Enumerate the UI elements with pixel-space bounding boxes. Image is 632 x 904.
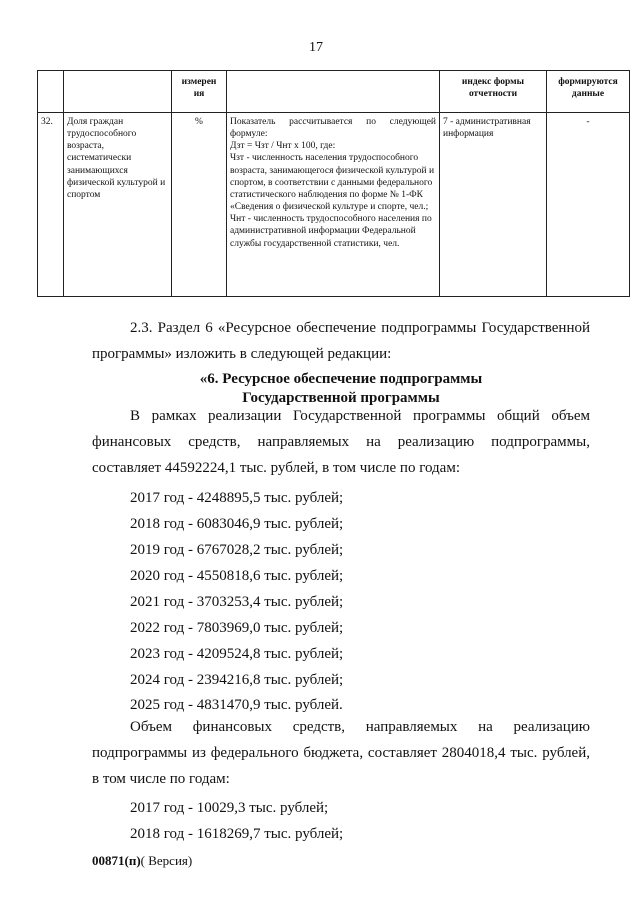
header-method [227,71,440,113]
year-line: 2022 год - 7803969,0 тыс. рублей; [130,620,344,636]
year-line: 2025 год - 4831470,9 тыс. рублей. [130,697,343,713]
header-num [38,71,64,113]
year-line: 2023 год - 4209524,8 тыс. рублей; [130,646,344,662]
paragraph-total-text: В рамках реализации Государственной программы общий объем финансовых средств, направляемых на реализацию подпрограммы, составляет 44592224,1 тыс. рублей, в том числе по годам: [92,408,590,476]
paragraph-federal [92,714,590,792]
year-line: 2017 год - 4248895,5 тыс. рублей; [130,490,344,506]
header-unit [172,71,227,113]
section-heading-line2: Государственной программы [242,390,440,406]
footer-version: ( Версия) [140,853,193,868]
year-line: 2021 год - 3703253,4 тыс. рублей; [130,594,344,610]
header-data: формируются данные [547,71,630,113]
page-number: 17 [309,40,323,55]
section-heading-line1: «6. Ресурсное обеспечение подпрограммы [199,371,483,387]
footer-code [92,853,192,869]
section-intro-text: 2.3. Раздел 6 «Ресурсное обеспечение подпрограммы Государственной программы» изложить в следующей редакции: [92,320,590,362]
year-line: 2024 год - 2394216,8 тыс. рублей; [130,672,344,688]
paragraph-total [92,403,590,481]
header-name [64,71,172,113]
method-formula: Дзт = Чзт / Чнт х 100, где: [230,141,336,152]
cell-data: - [547,113,630,297]
year-line: 2018 год - 6083046,9 тыс. рублей; [130,516,344,532]
indicator-table [37,70,630,297]
cell-name: Доля граждан трудоспособного возраста, систематически занимающихся физической культурой и спортом [64,113,172,297]
cell-form: 7 - административная информация [440,113,547,297]
cell-method [227,113,440,297]
method-definition-2: Чнт - численность трудоспособного населения по административной информации Федеральной службы государственной статистики, чел. [230,214,432,249]
method-intro: Показатель рассчитывается по следующей формуле: [230,117,436,140]
year-line: 2018 год - 1618269,7 тыс. рублей; [130,826,344,842]
paragraph-federal-text: Объем финансовых средств, направляемых на реализацию подпрограммы из федерального бюджета, составляет 2804018,4 тыс. рублей, в том числе по годам: [92,719,590,787]
header-unit-text: измерен ия [181,77,217,100]
section-intro [92,315,590,367]
cell-unit: % [172,113,227,297]
year-line: 2020 год - 4550818,6 тыс. рублей; [130,568,344,584]
header-form: индекс формы отчетности [440,71,547,113]
year-line: 2019 год - 6767028,2 тыс. рублей; [130,542,344,558]
footer-code-text: 00871(п) [92,853,141,868]
method-definition-1: Чзт - численность населения трудоспособного возраста, занимающегося физической культурой и спортом, в соответствии с данными федерального статистического наблюдения по форме № 1-ФК «Сведения о физической культуре и спорте, чел.; [230,153,435,213]
table-row [38,113,630,297]
table-header-row [38,71,630,113]
year-line: 2017 год - 10029,3 тыс. рублей; [130,800,329,816]
cell-num: 32. [38,113,64,297]
